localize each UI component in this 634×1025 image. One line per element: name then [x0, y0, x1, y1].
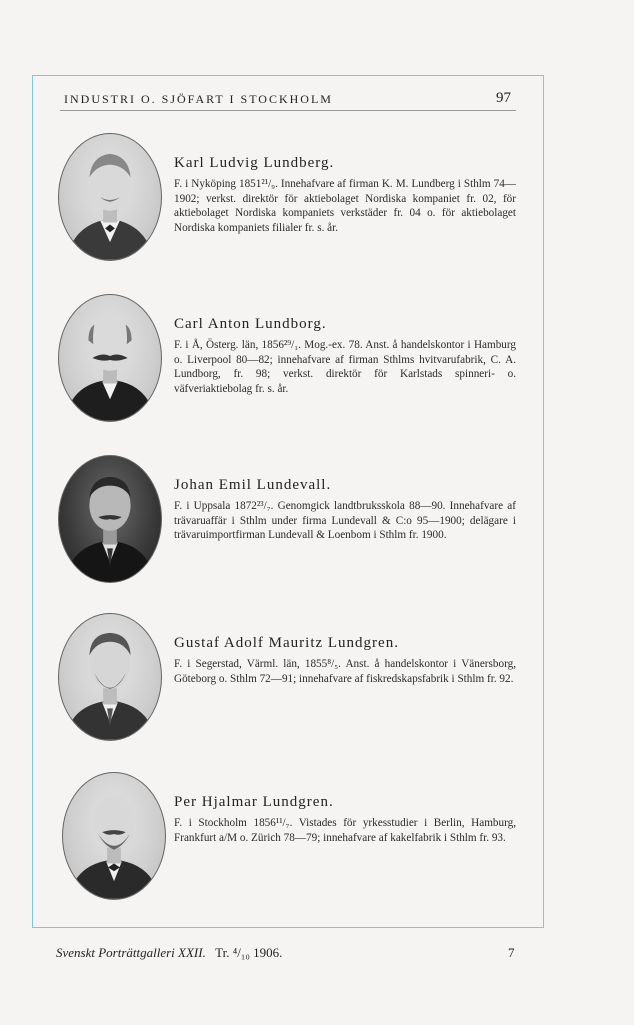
- biography-entry: [58, 613, 518, 743]
- person-name: Per Hjalmar Lundgren.: [174, 794, 334, 810]
- biography-entry: [58, 455, 518, 585]
- person-biography: F. i Å, Österg. län, 1856²⁹/₁. Mog.-ex. 78. Anst. å handelskontor i Hamburg o. Liverpool 80—82; innehafvare af firman Sthlms hvitvarufabrik, C. A. Lundborg, fr. 98; verkst. direktör för Karlstads spinneri- o. väfveriaktiebolag fr. s. år.: [174, 339, 516, 395]
- person-biography: F. i Stockholm 1856¹¹/₇. Vistades för yrkesstudier i Berlin, Hamburg, Frankfurt a/M o. Zürich 78—79; innehafvare af kakelfabrik i Sthlm fr. 93.: [174, 817, 516, 844]
- footer-title: Svenskt Porträttgalleri XXII.: [56, 945, 206, 960]
- person-biography: F. i Segerstad, Värml. län, 1855⁸/₅. Anst. å handelskontor i Vänersborg, Göteborg o. Sthlm 72—91; innehafvare af fiskredskapsfabrik i Sthlm fr. 92.: [174, 658, 516, 685]
- person-name: Johan Emil Lundevall.: [174, 477, 332, 493]
- biography-entry: [58, 294, 518, 424]
- person-name: Karl Ludvig Lundberg.: [174, 155, 335, 171]
- footer-issue: Tr. ⁴/₁₀ 1906.: [215, 945, 283, 960]
- biography-entry: [58, 133, 518, 263]
- biography-entry: [58, 772, 518, 902]
- signature-number: 7: [508, 945, 515, 960]
- header-rule: [60, 110, 516, 111]
- footer-source: [56, 945, 282, 961]
- person-biography: F. i Uppsala 1872²³/₇. Genomgick landtbruksskola 88—90. Innehafvare af trävaruaffär i Sthlm under firma Lundevall & C:o 95—1900; delägare i trävaruimportfirman Lundevall & Loenbom i Sthlm fr. 1900.: [174, 500, 516, 542]
- portrait-photo: [58, 133, 162, 261]
- page-number: 97: [496, 90, 511, 106]
- running-header: INDUSTRI O. SJÖFART I STOCKHOLM: [64, 92, 333, 106]
- portrait-photo: [58, 455, 162, 583]
- person-name: Carl Anton Lundborg.: [174, 316, 327, 332]
- portrait-photo: [58, 613, 162, 741]
- person-name: Gustaf Adolf Mauritz Lundgren.: [174, 635, 399, 651]
- portrait-photo: [58, 294, 162, 422]
- portrait-photo: [62, 772, 166, 900]
- person-biography: F. i Nyköping 1851²¹/₉. Innehafvare af firman K. M. Lundberg i Sthlm 74—1902; verkst. direktör för aktiebolaget Nordiska kompaniet fr. 02, för aktiebolaget Nordiska kompaniets verkstäder fr. 04 o. för aktiebolaget Nordiska kompaniets filialer fr. s. år.: [174, 178, 516, 234]
